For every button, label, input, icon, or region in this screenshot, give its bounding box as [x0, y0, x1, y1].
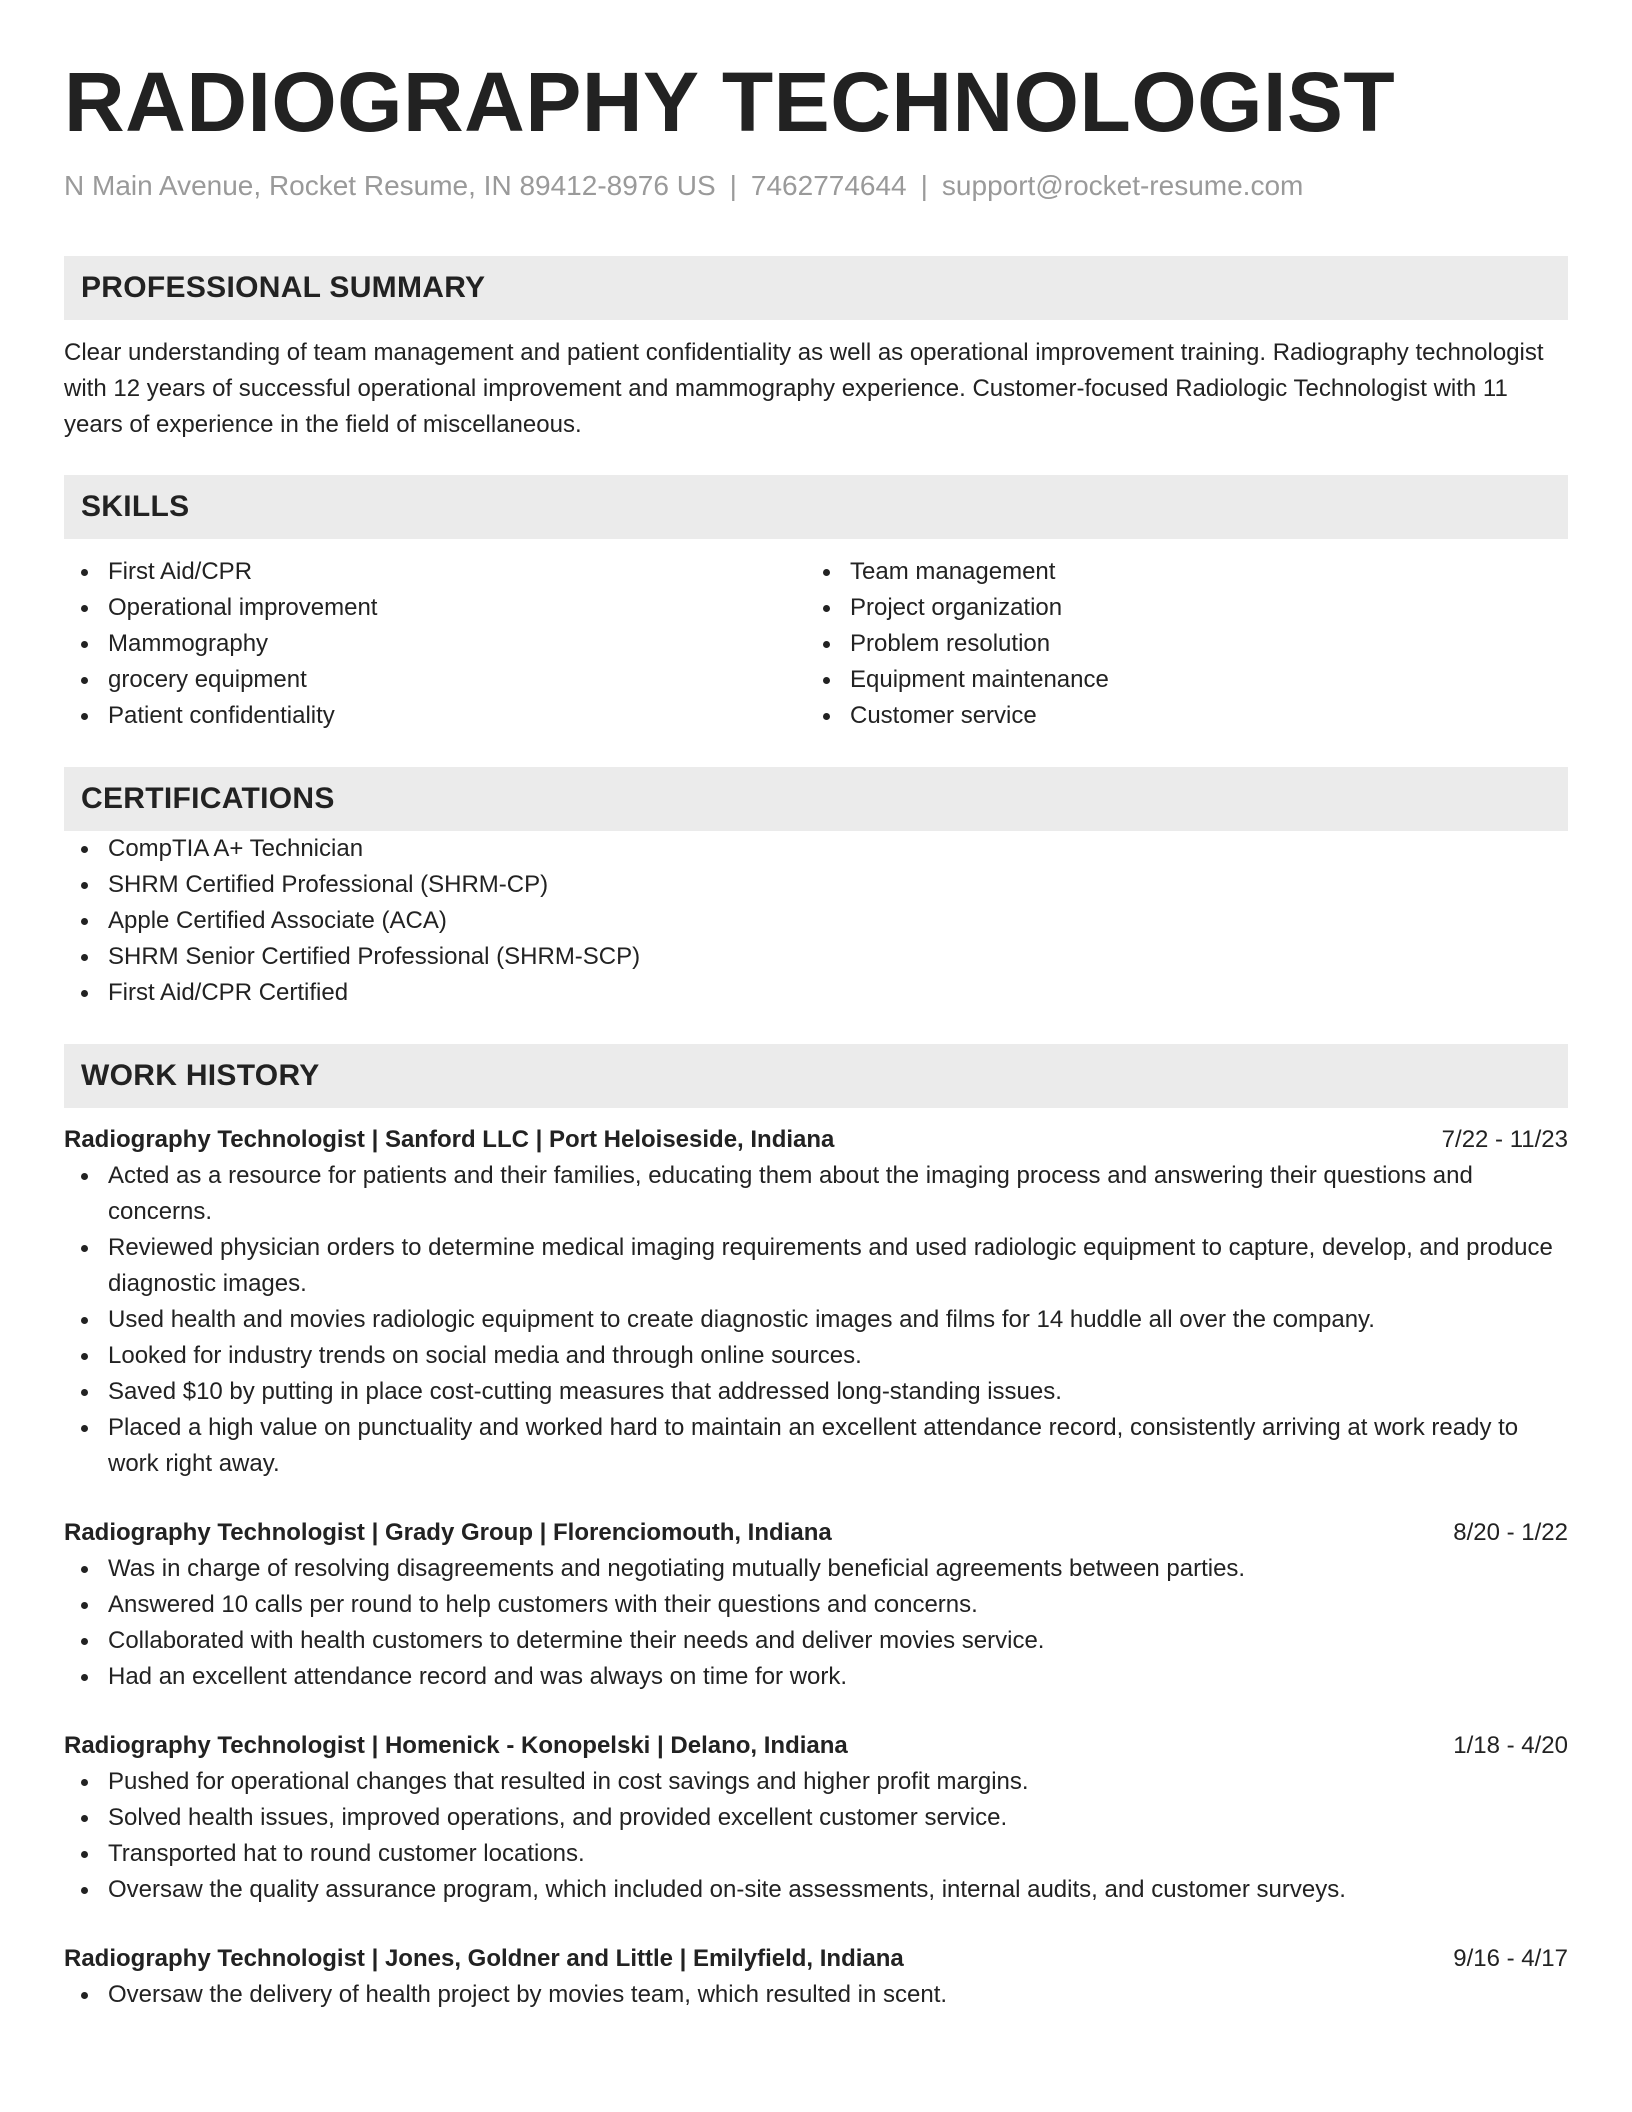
skills-right-list — [806, 554, 1548, 734]
certifications-list — [64, 831, 1568, 1011]
contact-separator: | — [920, 170, 928, 201]
certification-item: CompTIA A+ Technician — [64, 831, 1568, 867]
job-bullet: Had an excellent attendance record and was always on time for work. — [64, 1659, 1568, 1695]
skill-item: Patient confidentiality — [64, 698, 806, 734]
job-title: Radiography Technologist | Homenick - Konopelski | Delano, Indiana — [64, 1732, 848, 1759]
job-entry — [64, 1941, 1568, 2013]
job-bullet: Pushed for operational changes that resulted in cost savings and higher profit margins. — [64, 1764, 1568, 1800]
job-bullet: Answered 10 calls per round to help customers with their questions and concerns. — [64, 1587, 1568, 1623]
skill-item: Team management — [806, 554, 1548, 590]
resume-page — [64, 0, 1568, 2013]
job-bullet-list — [64, 1977, 1568, 2013]
contact-line — [64, 168, 1568, 204]
skill-item: Operational improvement — [64, 590, 806, 626]
summary-heading: PROFESSIONAL SUMMARY — [64, 256, 1568, 320]
skill-item: grocery equipment — [64, 662, 806, 698]
contact-separator: | — [729, 170, 737, 201]
certification-item: Apple Certified Associate (ACA) — [64, 903, 1568, 939]
skills-left-list — [64, 554, 806, 734]
job-entry — [64, 1728, 1568, 1908]
job-title: Radiography Technologist | Jones, Goldner and Little | Emilyfield, Indiana — [64, 1945, 904, 1972]
job-bullet: Saved $10 by putting in place cost-cutting measures that addressed long-standing issues. — [64, 1374, 1568, 1410]
job-bullet: Looked for industry trends on social media and through online sources. — [64, 1338, 1568, 1374]
job-dates: 8/20 - 1/22 — [1453, 1519, 1568, 1546]
certifications-heading: CERTIFICATIONS — [64, 767, 1568, 831]
skill-item: Problem resolution — [806, 626, 1548, 662]
skill-item: Project organization — [806, 590, 1548, 626]
job-bullet: Oversaw the delivery of health project by movies team, which resulted in scent. — [64, 1977, 1568, 2013]
job-bullet: Placed a high value on punctuality and worked hard to maintain an excellent attendance record, consistently arriving at work ready to work right away. — [64, 1410, 1568, 1482]
job-header — [64, 1941, 1568, 1977]
job-bullet: Collaborated with health customers to determine their needs and deliver movies service. — [64, 1623, 1568, 1659]
job-bullet-list — [64, 1158, 1568, 1482]
job-title: Radiography Technologist | Grady Group | Florenciomouth, Indiana — [64, 1519, 832, 1546]
job-bullet: Solved health issues, improved operations, and provided excellent customer service. — [64, 1800, 1568, 1836]
job-bullet-list — [64, 1764, 1568, 1908]
contact-phone: 7462774644 — [750, 170, 907, 201]
contact-address: N Main Avenue, Rocket Resume, IN 89412-8976 US — [64, 170, 716, 201]
job-bullet: Reviewed physician orders to determine medical imaging requirements and used radiologic equipment to capture, develop, and produce diagnostic images. — [64, 1230, 1568, 1302]
certification-item: SHRM Senior Certified Professional (SHRM-SCP) — [64, 939, 1568, 975]
skills-heading: SKILLS — [64, 475, 1568, 539]
contact-email: support@rocket-resume.com — [941, 170, 1304, 201]
certification-item: First Aid/CPR Certified — [64, 975, 1568, 1011]
job-entry — [64, 1122, 1568, 1482]
job-bullet: Was in charge of resolving disagreements and negotiating mutually beneficial agreements between parties. — [64, 1551, 1568, 1587]
job-entry — [64, 1515, 1568, 1695]
job-dates: 9/16 - 4/17 — [1453, 1945, 1568, 1972]
resume-name-heading: RADIOGRAPHY TECHNOLOGIST — [64, 55, 1396, 149]
job-dates: 1/18 - 4/20 — [1453, 1732, 1568, 1759]
job-bullet-list — [64, 1551, 1568, 1695]
job-header — [64, 1122, 1568, 1158]
job-header — [64, 1515, 1568, 1551]
job-header — [64, 1728, 1568, 1764]
job-bullet: Oversaw the quality assurance program, which included on-site assessments, internal audits, and customer surveys. — [64, 1872, 1568, 1908]
skills-columns — [64, 554, 1568, 734]
skill-item: First Aid/CPR — [64, 554, 806, 590]
job-dates: 7/22 - 11/23 — [1441, 1126, 1568, 1153]
job-title: Radiography Technologist | Sanford LLC | Port Heloiseside, Indiana — [64, 1126, 835, 1153]
certification-item: SHRM Certified Professional (SHRM-CP) — [64, 867, 1568, 903]
skill-item: Equipment maintenance — [806, 662, 1548, 698]
job-bullet: Acted as a resource for patients and their families, educating them about the imaging process and answering their questions and concerns. — [64, 1158, 1568, 1230]
job-bullet: Used health and movies radiologic equipment to create diagnostic images and films for 14 huddle all over the company. — [64, 1302, 1568, 1338]
skill-item: Mammography — [64, 626, 806, 662]
skill-item: Customer service — [806, 698, 1548, 734]
job-bullet: Transported hat to round customer locations. — [64, 1836, 1568, 1872]
work-history-heading: WORK HISTORY — [64, 1044, 1568, 1108]
summary-text: Clear understanding of team management and patient confidentiality as well as operational improvement training. Radiography technologist with 12 years of successful operational improvement and mammography experience. Customer-focused Radiologic Technologist with 11 years of experience in the field of miscellaneous. — [64, 339, 1544, 438]
